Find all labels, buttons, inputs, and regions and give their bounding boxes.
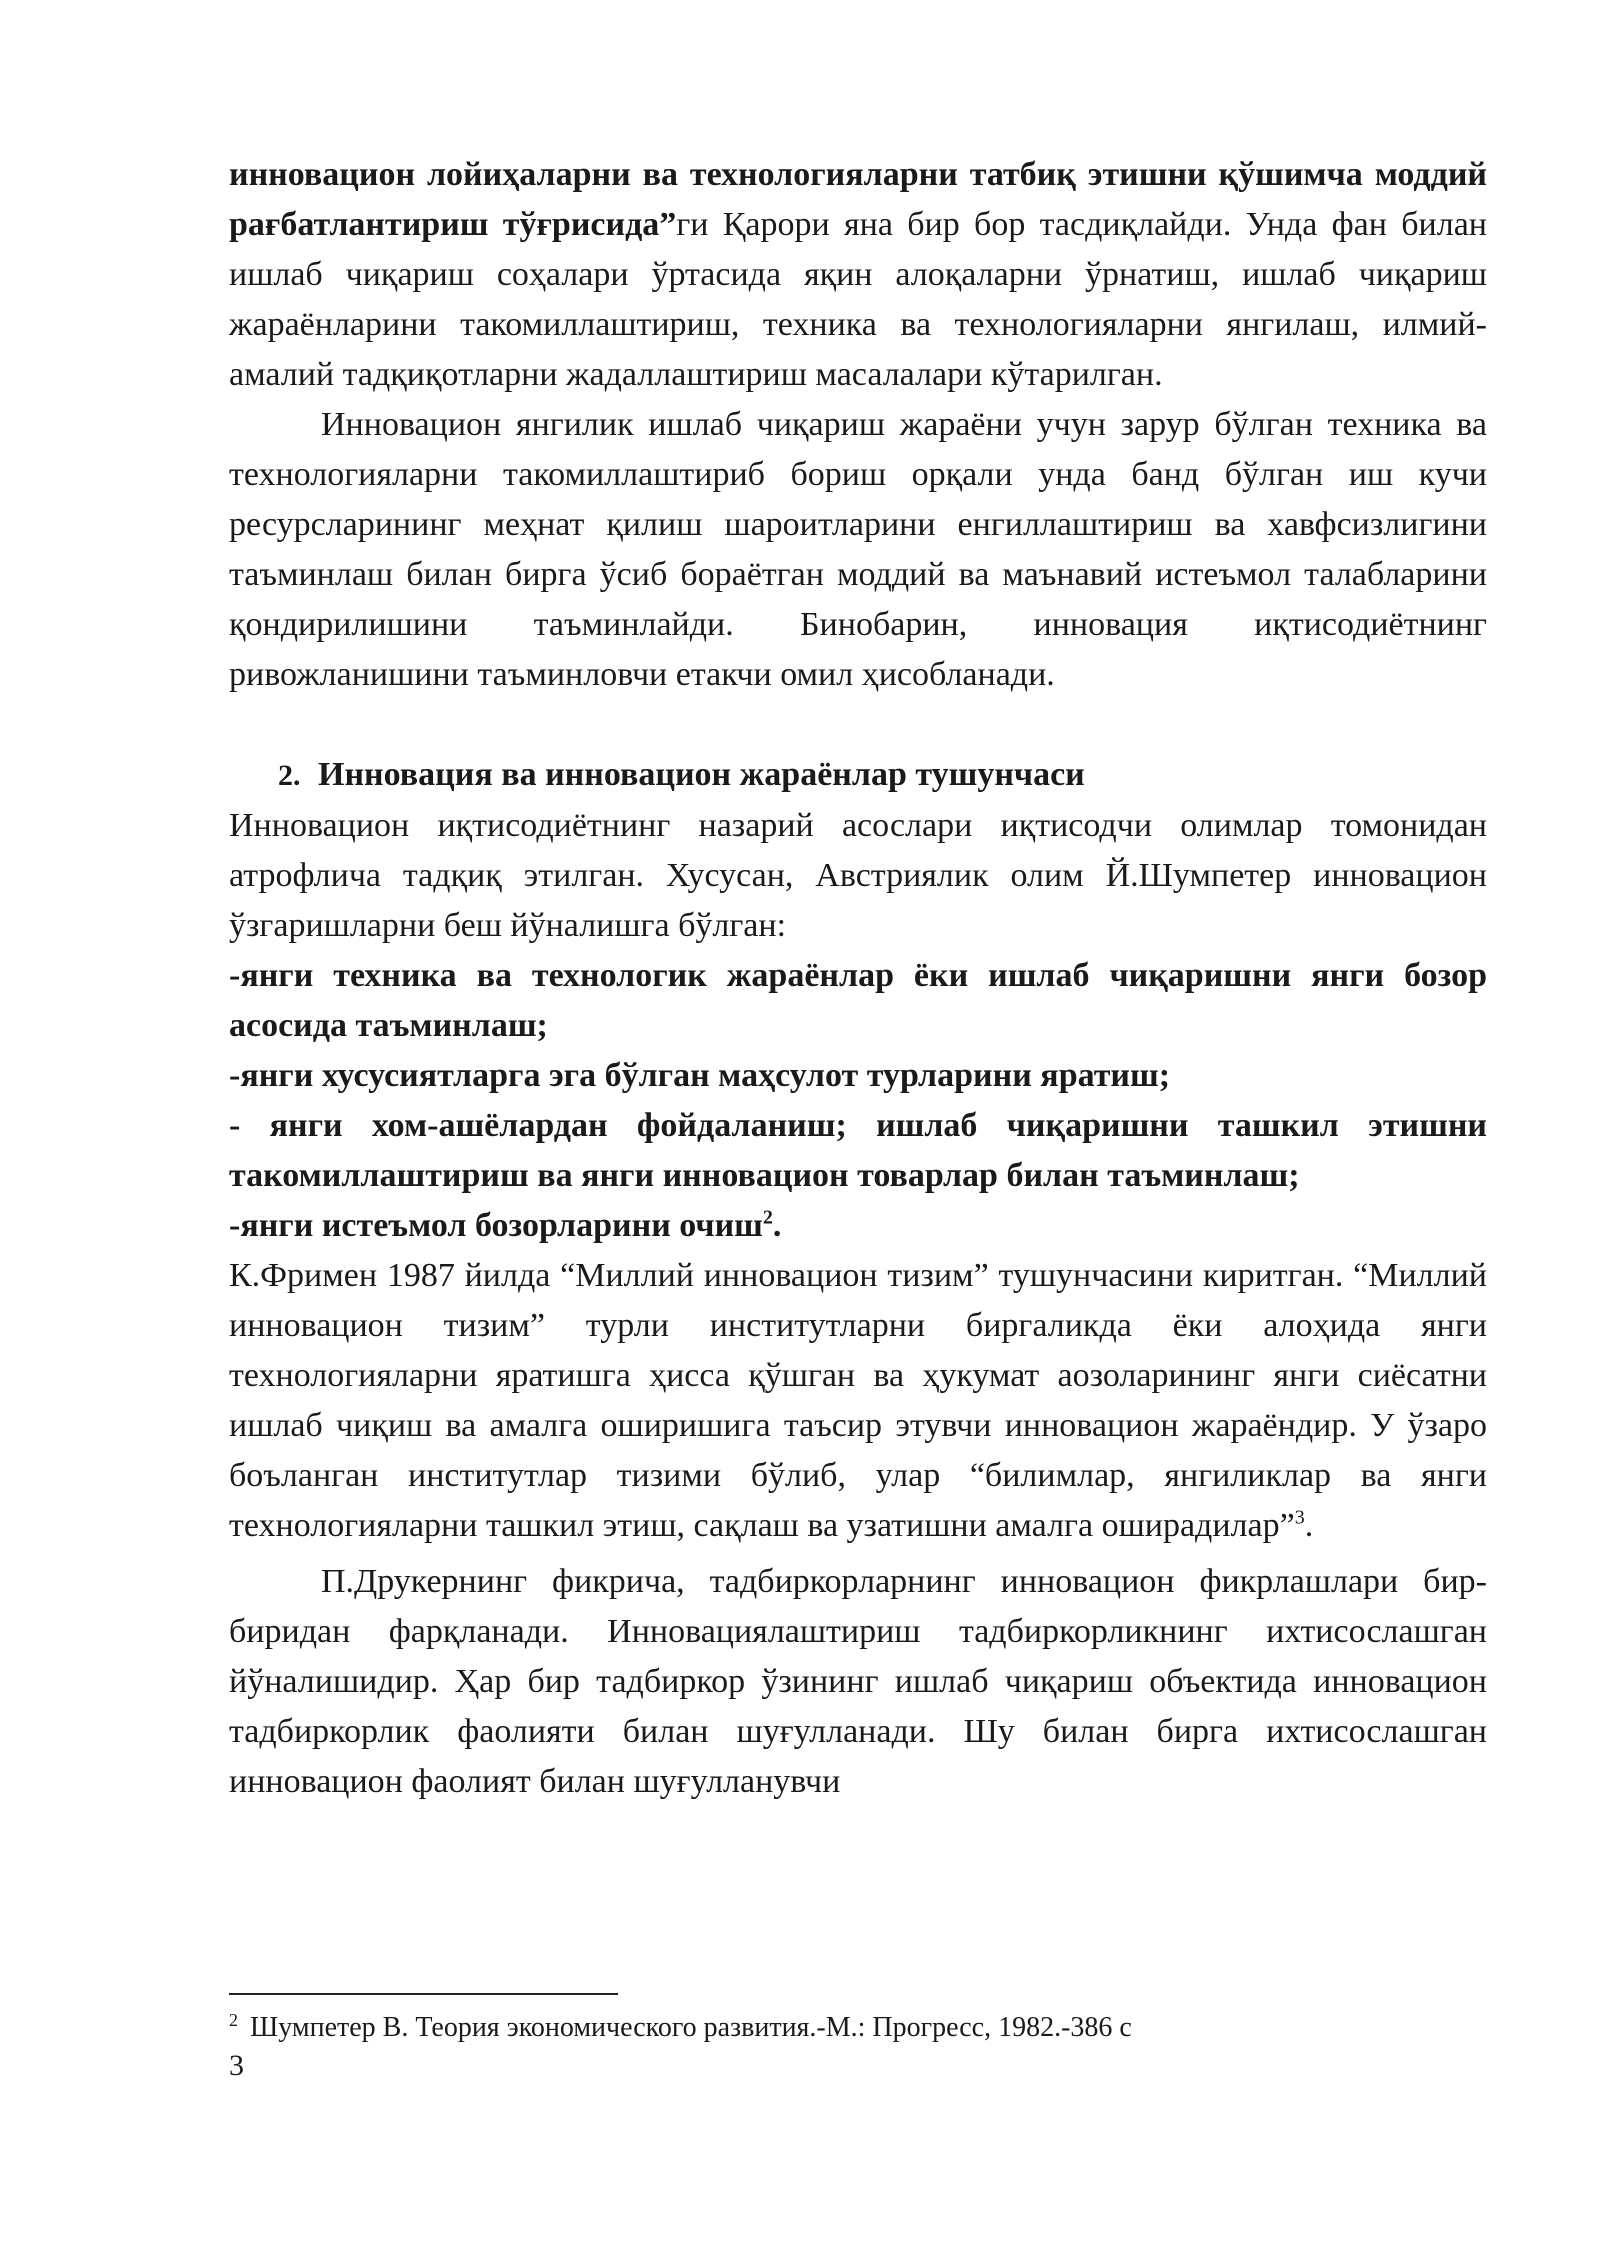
footnote-mark: 2: [229, 2009, 238, 2030]
section-title: Инновация ва инновацион жараёнлар тушунчаси: [318, 756, 1085, 793]
section-heading: [229, 750, 1487, 801]
document-body: [229, 150, 1487, 1807]
paragraph-1-text: ги Қарори яна бир бор тасдиқлайди. Унда фан билан ишлаб чиқариш соҳалари ўртасида яқин алоқаларни ўрнатиш, ишлаб чиқариш жараёнларини такомиллаштириш, техника ва технологияларни янгилаш, илмий-амалий тадқиқотларни жадаллаштириш масалалари кўтарилган.: [229, 206, 1487, 393]
list-item-3: - янги хом-ашёлардан фойдаланиш; ишлаб чиқаришни ташкил этишни такомиллаштириш ва янги инновацион товарлар билан таъминлаш;: [229, 1107, 1487, 1194]
footnote: [229, 2008, 1132, 2048]
list-item-4: [229, 1201, 1487, 1251]
paragraph-1: [229, 150, 1487, 400]
footnote-reference-2[interactable]: 2: [762, 1206, 773, 1229]
paragraph-5: П.Друкернинг фикрича, тадбиркорларнинг инновацион фикрлашлари бир-биридан фарқланади. Инновациялаштириш тадбиркорликнинг ихтисослашган йўналишидир. Ҳар бир тадбиркор ўзининг ишлаб чиқариш объектида инновацион тадбиркорлик фаолияти билан шуғулланади. Шу билан бирга ихтисослашган инновацион фаолият билан шуғулланувчи: [229, 1563, 1487, 1800]
paragraph-2: Инновацион янгилик ишлаб чиқариш жараёни учун зарур бўлган техника ва технологияларни такомиллаштириб бориш орқали унда банд бўлган иш кучи ресурсларининг меҳнат қилиш шароитларини енгиллаштириш ва хавфсизлигини таъминлаш билан бирга ўсиб бораётган моддий ва маънавий истеъмол талабларини қондирилишини таъминлайди. Бинобарин, инновация иқтисодиётнинг ривожланишини таъминловчи етакчи омил ҳисобланади.: [229, 406, 1487, 693]
list-item-1: -янги техника ва технологик жараёнлар ёки ишлаб чиқаришни янги бозор асосида таъминлаш;: [229, 957, 1487, 1044]
list-item-4-text: -янги истеъмол бозорларини очиш: [229, 1207, 763, 1244]
list-item-4-end: .: [772, 1207, 782, 1244]
section-number: 2.: [278, 759, 301, 792]
paragraph-4-end: .: [1304, 1507, 1314, 1544]
list-item-2: -янги хусусиятларга эга бўлган маҳсулот турларини яратиш;: [229, 1057, 1171, 1094]
paragraph-4: [229, 1251, 1487, 1551]
footnote-reference-3[interactable]: 3: [1294, 1506, 1305, 1529]
footnote-separator: [229, 1993, 618, 1995]
footnote-text: Шумпетер В. Теория экономического развития.-М.: Прогресс, 1982.-386 с: [250, 2012, 1132, 2043]
paragraph-4-text: К.Фримен 1987 йилда “Миллий инновацион тизим” тушунчасини киритган. “Миллий инновацион тизим” турли институтларни биргаликда ёки алоҳида янги технологияларни яратишга ҳисса қўшган ва ҳукумат аозоларининг янги сиёсатни ишлаб чиқиш ва амалга оширишига таъсир этувчи инновацион жараёндир. У ўзаро боъланган институтлар тизими бўлиб, улар “билимлар, янгиликлар ва янги технологияларни ташкил этиш, сақлаш ва узатишни амалга оширадилар”: [229, 1257, 1487, 1544]
paragraph-3: Инновацион иқтисодиётнинг назарий асослари иқтисодчи олимлар томонидан атрофлича тадқиқ этилган. Хусусан, Австриялик олим Й.Шумпетер инновацион ўзгаришларни беш йўналишга бўлган:: [229, 807, 1487, 944]
paragraph-1-bold-text: инновацион лойиҳаларни ва технологияларни татбиқ этишни қўшимча моддий рағбатлантириш тўғрисида”: [229, 156, 1487, 243]
page-number: 3: [229, 2049, 244, 2082]
